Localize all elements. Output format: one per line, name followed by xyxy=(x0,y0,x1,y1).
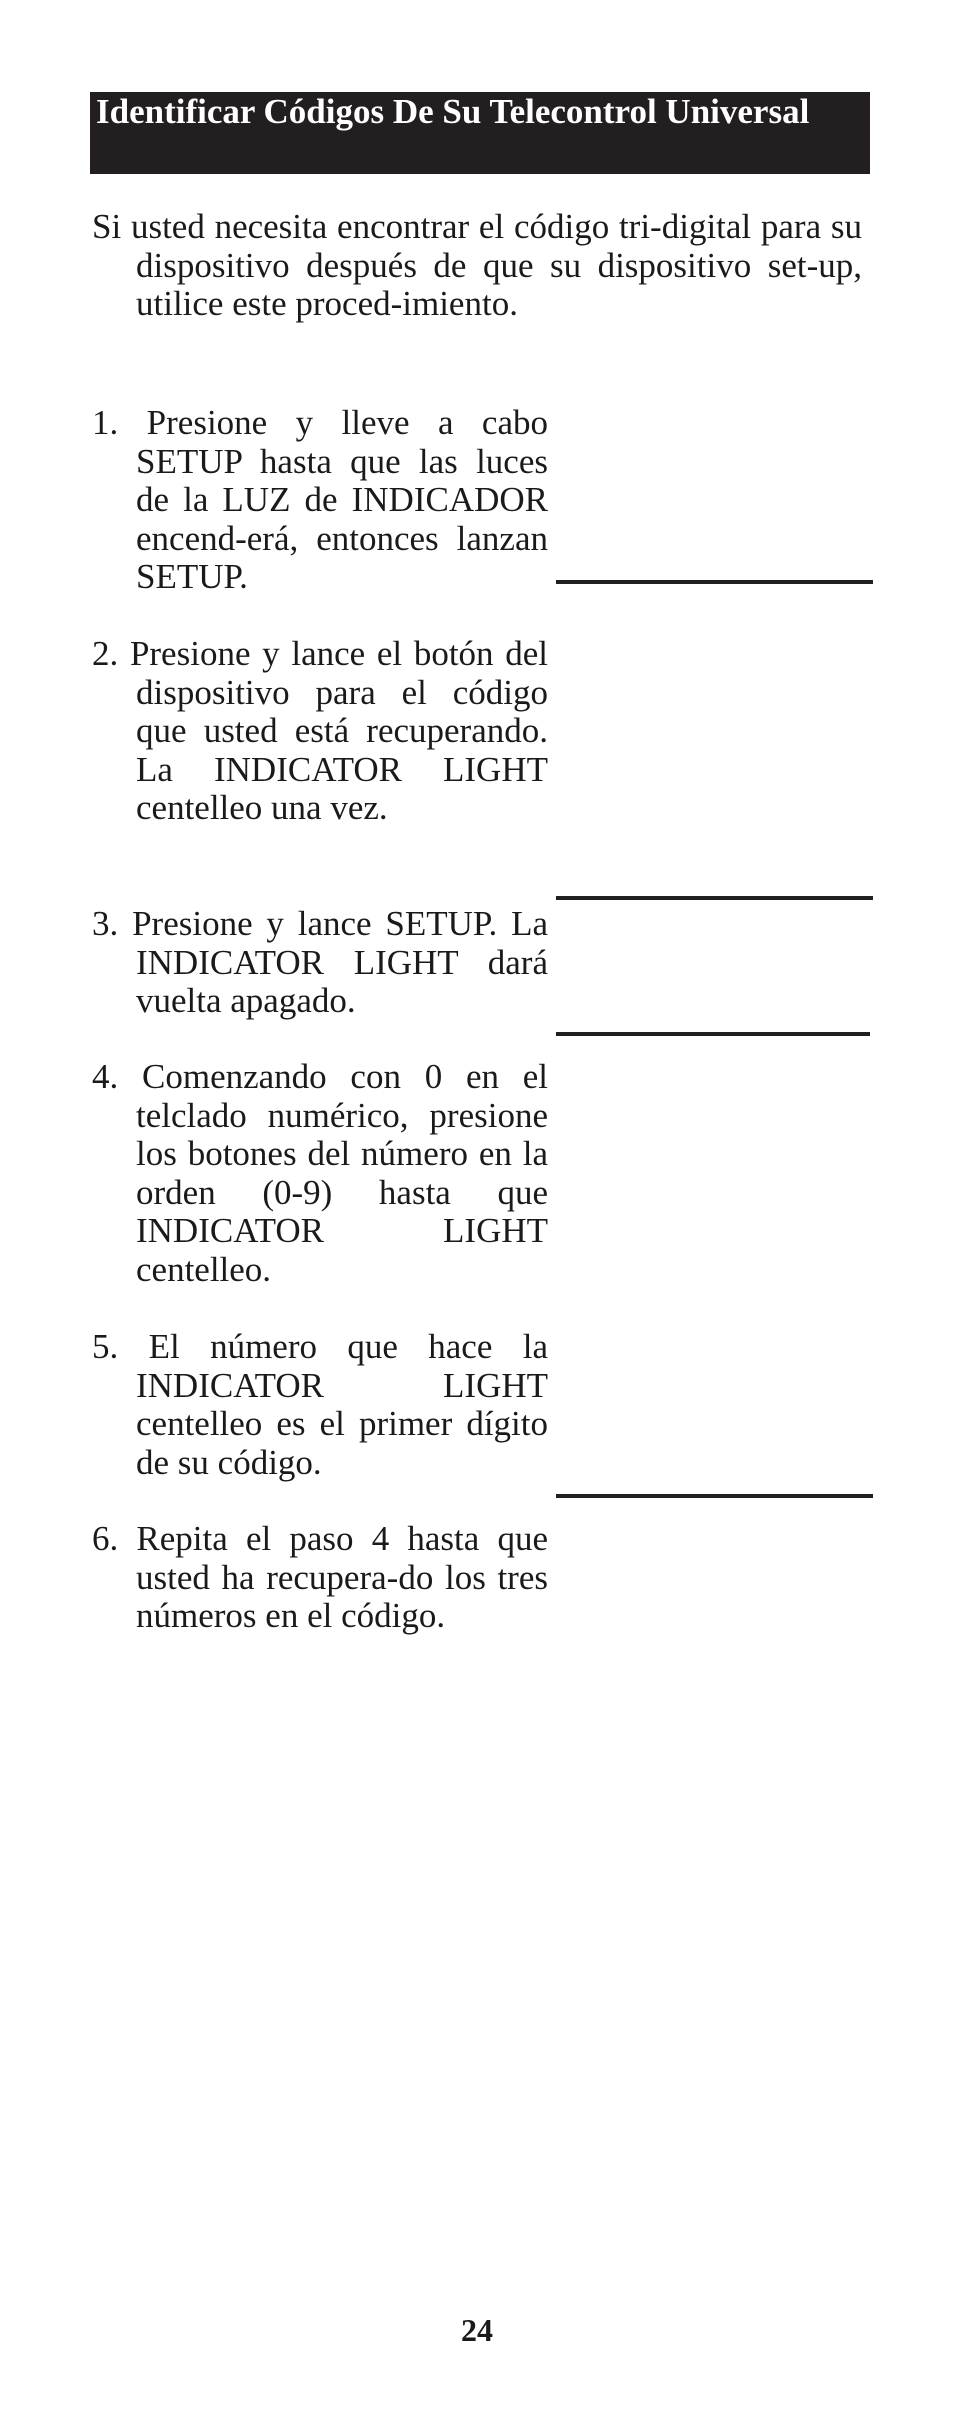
step-5-text: 5. El número que hace la INDICATOR LIGHT centelleo es el primer dígito de su código. xyxy=(92,1327,548,1482)
step-1-text: 1. Presione y lleve a cabo SETUP hasta que las luces de la LUZ de INDICADOR encend-erá, entonces lanzan SETUP. xyxy=(92,403,548,596)
code-entry-line-3 xyxy=(556,1032,870,1036)
step-6-text: 6. Repita el paso 4 hasta que usted ha recupera-do los tres números en el código. xyxy=(92,1519,548,1635)
code-entry-line-1 xyxy=(556,580,873,584)
step-3-text: 3. Presione y lance SETUP. La INDICATOR LIGHT dará vuelta apagado. xyxy=(92,904,548,1020)
page-number: 24 xyxy=(461,2312,493,2348)
code-entry-line-2 xyxy=(556,896,873,900)
step-2-text: 2. Presione y lance el botón del dispositivo para el código que usted está recuperando. La INDICATOR LIGHT centelleo una vez. xyxy=(92,634,548,827)
section-title: Identificar Códigos De Su Telecontrol Universal xyxy=(90,92,870,174)
intro-paragraph: Si usted necesita encontrar el código tri-digital para su dispositivo después de que su dispositivo set-up, utilice este proced-imiento. xyxy=(92,207,862,323)
step-4-text: 4. Comenzando con 0 en el telclado numérico, presione los botones del número en la orden (0-9) hasta que INDICATOR LIGHT centelleo. xyxy=(92,1057,548,1289)
code-entry-line-4 xyxy=(556,1494,873,1498)
